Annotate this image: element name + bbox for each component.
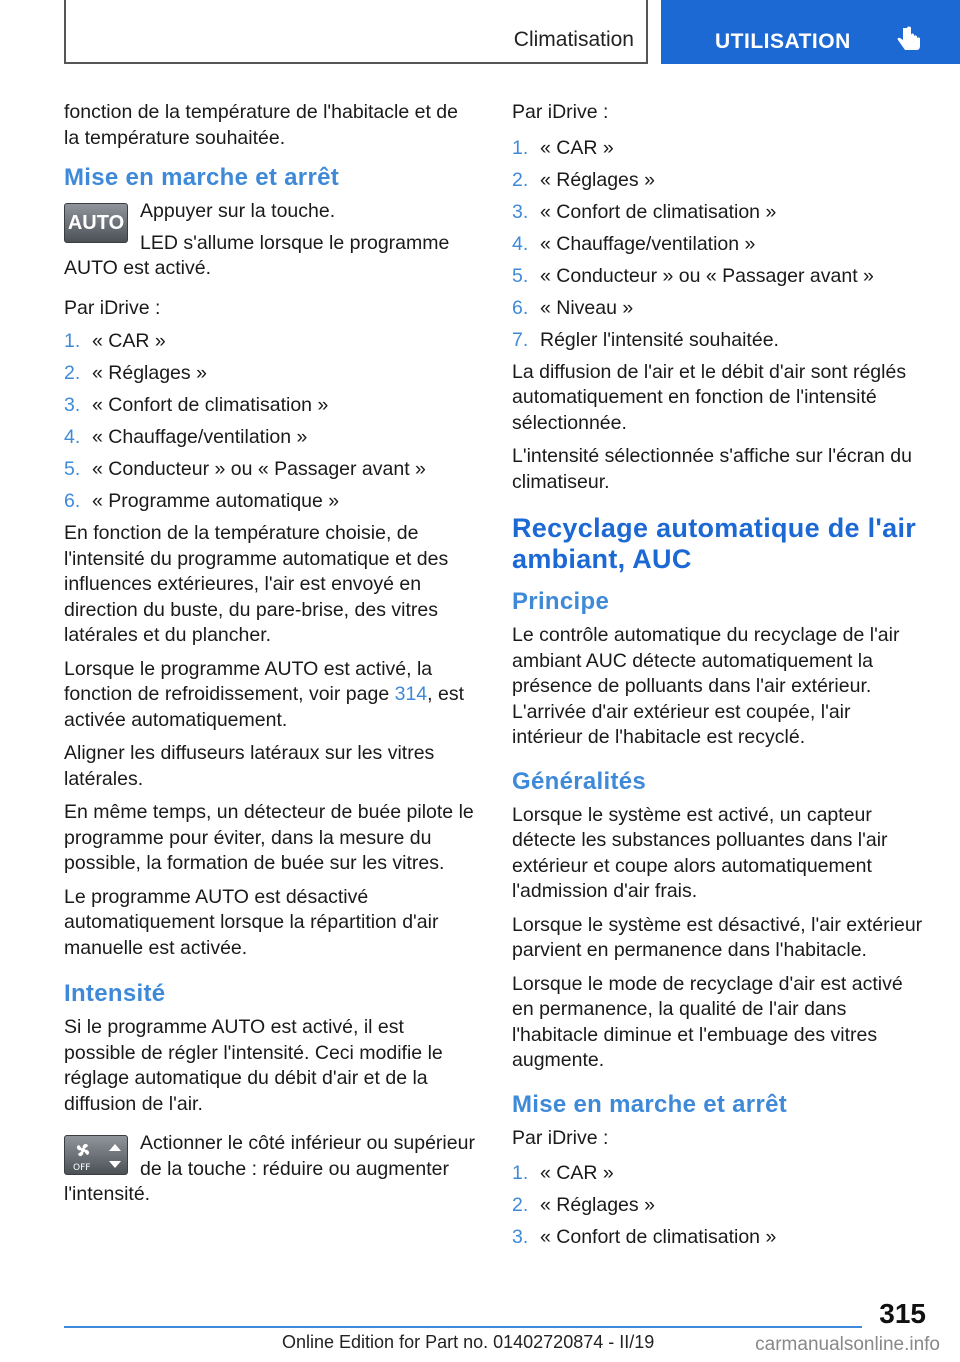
paragraph-principe: Le contrôle automatique du recyclage de l'air ambiant AUC détecte automatiquement la présence de polluants dans l'air extérieur. L'arrivée d'air extérieur est coupée, l'air intérieur de l'habitacle est recyclé. <box>512 624 900 748</box>
page-link[interactable]: 314 <box>394 683 428 705</box>
header-chapter-tab <box>661 0 960 64</box>
list-item: 1. « CAR » <box>512 1162 614 1184</box>
paragraph-aligner: Aligner les diffuseurs latéraux sur les vitres latérales. <box>64 742 435 790</box>
heading-recyclage: Recyclage automatique de l'air ambiant, AUC <box>512 513 917 574</box>
arrow-up-icon <box>109 1144 121 1151</box>
list-item: 6. « Programme automatique » <box>64 490 340 512</box>
list-item: 7. Régler l'intensité souhaitée. <box>512 328 779 351</box>
heading-mise-en-marche: Mise en marche et arrêt <box>64 164 340 191</box>
arrow-down-icon <box>109 1161 121 1168</box>
idrive-label-2: Par iDrive : <box>512 1126 609 1149</box>
header-chapter-title: UTILISATION <box>715 30 851 53</box>
paragraph-fonction: En fonction de la température choisie, de l'intensité du programme automatique et des influences extérieures, l'air est envoyé en direction du buste, du pare-brise, des vitres latérales et du plancher. <box>64 522 449 646</box>
auto-button-label: AUTO <box>67 212 125 234</box>
header-section-title: Climatisation <box>513 28 634 51</box>
page-number: 315 <box>879 1298 926 1329</box>
idrive-label: Par iDrive : <box>512 101 609 123</box>
auto-button-icon <box>64 203 128 243</box>
list-item: 3. « Confort de climatisation » <box>512 1226 777 1248</box>
list-item: 1. « CAR » <box>64 330 166 352</box>
list-item: 5. « Conducteur » ou « Passager avant » <box>512 264 874 287</box>
fan-instruction <box>64 1131 478 1208</box>
left-column <box>64 100 478 1216</box>
fan-button-icon <box>64 1135 128 1175</box>
header-section-box <box>64 0 648 64</box>
heading-generalites: Généralités <box>512 767 647 795</box>
fan-icon <box>65 1136 129 1176</box>
list-item: 4. « Chauffage/ventilation » <box>512 232 756 255</box>
paragraph-refroidissement: Lorsque le programme AUTO est activé, la fonction de refroidissement, voir page 314, est activée automatiquement. <box>64 657 465 731</box>
list-item: 3. « Confort de climatisation » <box>64 394 329 416</box>
paragraph-intensite: Si le programme AUTO est activé, il est possible de régler l'intensité. Ceci modifie le réglage automatique du débit d'air et de la diffusion de l'air. <box>64 1016 443 1115</box>
fan-off-label: OFF <box>73 1163 91 1173</box>
list-item: 2. « Réglages » <box>512 168 655 191</box>
paragraph-desactive: Le programme AUTO est désactivé automatiquement lorsque la répartition d'air manuelle est activée. <box>64 885 439 959</box>
paragraph-detecteur: En même temps, un détecteur de buée pilote le programme pour éviter, dans la mesure du possible, la formation de buée sur les vitres. <box>64 801 474 874</box>
list-item: 6. « Niveau » <box>512 296 634 319</box>
heading-mise-en-marche-auc: Mise en marche et arrêt <box>512 1090 788 1118</box>
list-item: 4. « Chauffage/ventilation » <box>64 426 308 448</box>
heading-principe: Principe <box>512 588 610 615</box>
paragraph-actionner: Actionner le côté inférieur ou supérieur de la touche : réduire ou augmenter l'intensité. <box>64 1132 475 1205</box>
right-column <box>512 100 926 1257</box>
paragraph-generalites-1: Lorsque le système est activé, un capteur détecte les substances polluantes dans l'air extérieur et coupe alors automatiquement l'admission d'air frais. <box>512 803 888 902</box>
auto-instruction <box>64 199 478 282</box>
intro-text: fonction de la température de l'habitacle et de la température souhaitée. <box>64 101 458 149</box>
right-steps-list-2 <box>512 1161 926 1257</box>
paragraph-affiche: L'intensité sélectionnée s'affiche sur l'écran du climatiseur. <box>512 445 912 493</box>
auto-led-text: LED s'allume lorsque le programme AUTO est activé. <box>64 231 450 279</box>
edition-text: Online Edition for Part no. 01402720874 - II/19 <box>282 1332 655 1352</box>
idrive-label: Par iDrive : <box>64 296 161 319</box>
list-item: 3. « Confort de climatisation » <box>512 200 777 223</box>
paragraph-generalites-3: Lorsque le mode de recyclage d'air est activé en permanence, la qualité de l'air dans l'habitacle diminue et l'embuage des vitres augmente. <box>512 972 903 1071</box>
list-item: 2. « Réglages » <box>64 362 207 384</box>
right-steps-list <box>512 136 926 360</box>
list-item: 1. « CAR » <box>512 136 614 159</box>
list-item: 5. « Conducteur » ou « Passager avant » <box>64 458 426 480</box>
watermark-text: carmanualsonline.info <box>755 1334 940 1355</box>
list-item: 2. « Réglages » <box>512 1194 655 1216</box>
left-steps-list <box>64 329 478 521</box>
auto-step-text: Appuyer sur la touche. <box>140 200 336 222</box>
footer-divider <box>64 1326 862 1328</box>
heading-intensite: Intensité <box>64 980 166 1007</box>
hand-pointer-icon <box>897 26 923 54</box>
paragraph-diffusion: La diffusion de l'air et le débit d'air sont réglés automatiquement en fonction de l'intensité sélectionnée. <box>512 360 907 434</box>
paragraph-generalites-2: Lorsque le système est désactivé, l'air extérieur parvient en permanence dans l'habitacle. <box>512 913 923 961</box>
